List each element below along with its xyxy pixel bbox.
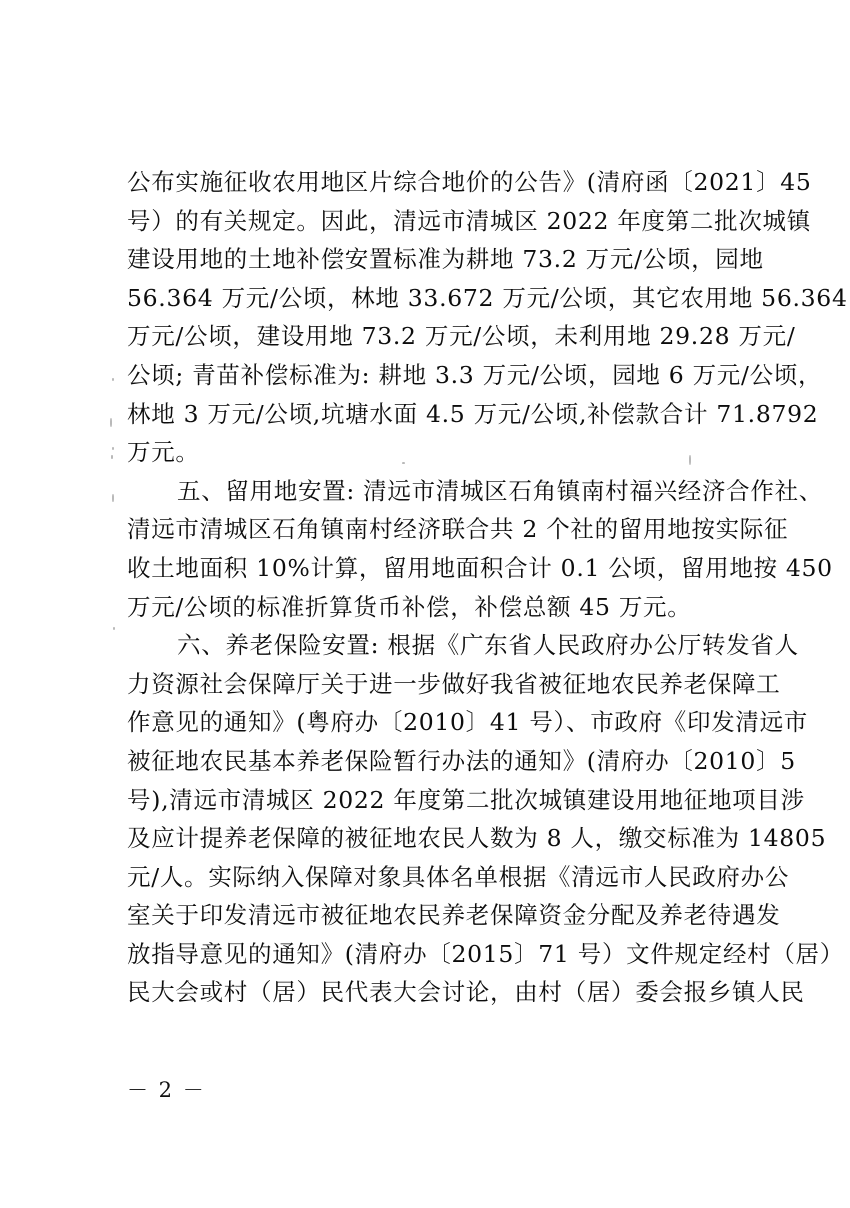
text-line: 公布实施征收农用地区片综合地价的公告》(清府函〔2021〕45: [127, 168, 812, 196]
text-line: 五、留用地安置: 清远市清城区石角镇南村福兴经济合作社、: [177, 476, 823, 505]
paragraph-section-six-pension-insurance: [127, 626, 844, 1012]
text-line: 56.364 万元/公顷，林地 33.672 万元/公顷，其它农用地 56.364: [127, 283, 848, 312]
text-line: 及应计提养老保障的被征地农民人数为 8 人，缴交标准为 14805: [127, 824, 827, 853]
text-line: 室关于印发清远市被征地农民养老保障资金分配及养老待遇发: [127, 901, 781, 930]
paragraph-continued-compensation: [127, 163, 848, 472]
text-line: 放指导意见的通知》(清府办〔2015〕71 号）文件规定经村（居）: [127, 939, 844, 968]
document-text-body: [127, 163, 848, 1012]
text-line: 六、养老保险安置: 根据《广东省人民政府办公厅转发省人: [177, 631, 799, 660]
text-line: 被征地农民基本养老保险暂行办法的通知》(清府办〔2010〕5: [127, 746, 796, 775]
text-line: 万元/公顷的标准折算货币补偿，补偿总额 45 万元。: [127, 592, 692, 621]
scan-artifact-speckle: [112, 494, 114, 502]
scan-artifact-speckle: [111, 455, 113, 459]
page-number: － 2 －: [127, 1078, 206, 1102]
text-line: 林地 3 万元/公顷,坑塘水面 4.5 万元/公顷,补偿款合计 71.8792: [127, 399, 819, 428]
text-line: 力资源社会保障厅关于进一步做好我省被征地农民养老保障工: [127, 669, 781, 698]
text-line: 清远市清城区石角镇南村经济联合共 2 个社的留用地按实际征: [127, 515, 789, 544]
text-line: 元/人。实际纳入保障对象具体名单根据《清远市人民政府办公: [127, 862, 790, 891]
text-line: 民大会或村（居）民代表大会讨论，由村（居）委会报乡镇人民: [127, 978, 805, 1007]
text-line: 建设用地的土地补偿安置标准为耕地 73.2 万元/公顷，园地: [127, 245, 764, 274]
scan-artifact-speckle: [112, 378, 114, 381]
text-line: 收土地面积 10%计算，留用地面积合计 0.1 公顷，留用地按 450: [127, 553, 833, 582]
text-line: 万元/公顷，建设用地 73.2 万元/公顷，未利用地 29.28 万元/: [127, 322, 796, 351]
text-line: 号),清远市清城区 2022 年度第二批次城镇建设用地征地项目涉: [127, 785, 805, 814]
scan-artifact-speckle: [113, 627, 115, 630]
scan-artifact-speckle: [112, 447, 114, 450]
scan-artifact-speckle: [110, 418, 112, 427]
text-line: 万元。: [127, 438, 200, 467]
text-line: 作意见的通知》(粤府办〔2010〕41 号）、市政府《印发清远市: [127, 708, 808, 737]
text-line: 公顷; 青苗补偿标准为: 耕地 3.3 万元/公顷，园地 6 万元/公顷，: [127, 360, 823, 389]
paragraph-section-five-reserved-land: [127, 472, 833, 626]
page-footer: [127, 1074, 737, 1104]
text-line: 号）的有关规定。因此，清远市清城区 2022 年度第二批次城镇: [127, 206, 811, 235]
